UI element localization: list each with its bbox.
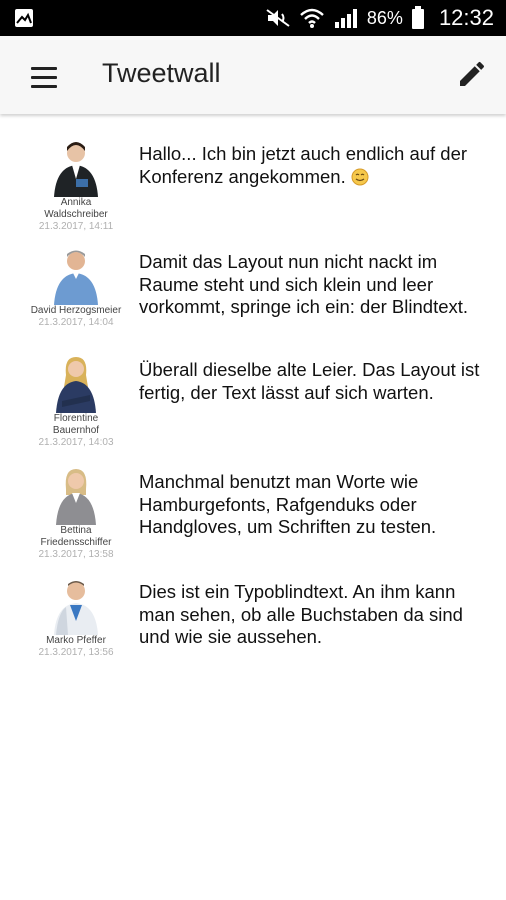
app-title: Tweetwall xyxy=(102,58,221,88)
smile-emoji-icon xyxy=(351,168,369,186)
wifi-icon xyxy=(299,7,325,29)
tweet-item[interactable] xyxy=(0,243,506,351)
author-name: Bettina xyxy=(60,525,92,536)
avatar xyxy=(46,135,106,197)
battery-percent: 86% xyxy=(366,7,403,28)
tweet-timestamp: 21.3.2017, 14:03 xyxy=(38,437,114,448)
author-name: Friedensschiffer xyxy=(40,537,112,548)
tweet-timestamp: 21.3.2017, 13:58 xyxy=(38,549,114,560)
author-name: Annika xyxy=(60,197,92,208)
tweet-timestamp: 21.3.2017, 13:56 xyxy=(38,647,114,658)
tweet-text xyxy=(139,143,489,188)
battery-icon xyxy=(411,6,425,30)
tweet-author xyxy=(14,351,138,449)
mute-icon xyxy=(265,7,291,29)
tweet-feed xyxy=(0,135,506,681)
author-name: David Herzogsmeier xyxy=(30,305,122,316)
avatar xyxy=(46,243,106,305)
menu-icon[interactable] xyxy=(26,61,62,91)
clock: 12:32 xyxy=(438,5,494,30)
tweet-text-content: Hallo... Ich bin jetzt auch endlich auf der Konferenz angekommen. xyxy=(139,143,468,187)
author-name: Florentine xyxy=(53,413,99,424)
tweet-author xyxy=(14,135,138,233)
tweet-item[interactable] xyxy=(0,351,506,463)
tweet-item[interactable] xyxy=(0,135,506,243)
avatar xyxy=(46,351,106,413)
tweet-item[interactable] xyxy=(0,463,506,573)
avatar xyxy=(46,573,106,635)
tweet-item[interactable] xyxy=(0,573,506,681)
tweet-timestamp: 21.3.2017, 14:11 xyxy=(38,221,114,232)
avatar xyxy=(46,463,106,525)
author-name: Waldschreiber xyxy=(44,209,108,220)
signal-icon xyxy=(333,7,359,29)
image-icon xyxy=(14,8,34,28)
edit-icon[interactable] xyxy=(456,58,488,90)
app-bar xyxy=(0,36,506,114)
tweet-text: Manchmal benutzt man Worte wie Hamburgefonts, Rafgenduks oder Handgloves, um Schriften zu testen. xyxy=(139,471,437,537)
tweet-author xyxy=(14,463,138,561)
status-bar xyxy=(0,0,506,36)
author-name: Bauernhof xyxy=(52,425,100,436)
tweet-timestamp: 21.3.2017, 14:04 xyxy=(38,317,114,328)
tweet-text: Damit das Layout nun nicht nackt im Raume steht und sich klein und leer vorkommt, springe ich ein: der Blindtext. xyxy=(139,251,469,317)
tweet-author xyxy=(14,243,138,329)
tweet-text: Überall dieselbe alte Leier. Das Layout ist fertig, der Text lässt auf sich warten. xyxy=(139,359,480,403)
tweet-author xyxy=(14,573,138,659)
author-name: Marko Pfeffer xyxy=(46,635,106,646)
tweet-text: Dies ist ein Typoblindtext. An ihm kann man sehen, ob alle Buchstaben da sind und wie sie aussehen. xyxy=(139,581,463,647)
